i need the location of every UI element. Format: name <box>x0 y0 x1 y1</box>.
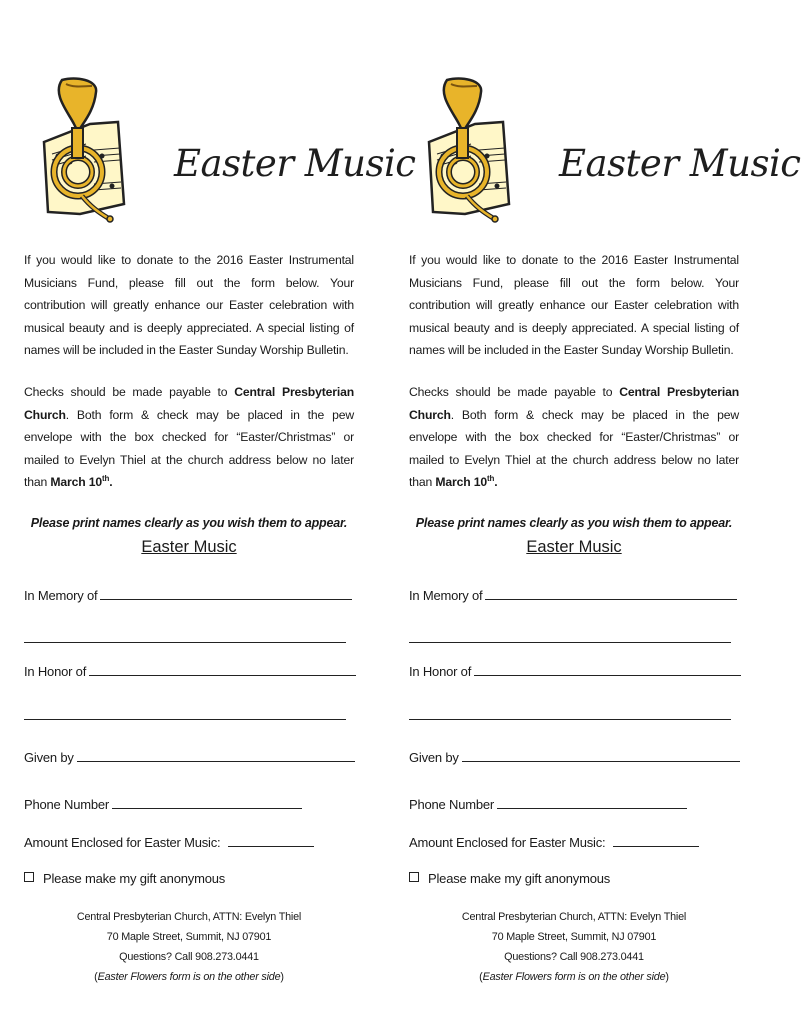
given-by-field[interactable] <box>24 749 355 765</box>
given-by-label: Given by <box>409 750 459 765</box>
in-honor-continuation-line[interactable] <box>409 718 731 720</box>
phone-line[interactable] <box>112 796 302 809</box>
deadline-date: March 10th. <box>435 474 498 489</box>
anonymous-checkbox[interactable] <box>24 872 34 882</box>
in-honor-line[interactable] <box>474 663 741 676</box>
in-memory-field[interactable] <box>409 587 737 603</box>
address-line-2: 70 Maple Street, Summit, NJ 07901 <box>491 931 657 943</box>
section-heading: Easter Music <box>141 538 237 556</box>
in-memory-field[interactable] <box>24 587 352 603</box>
in-honor-field[interactable] <box>409 663 741 679</box>
anonymous-checkbox[interactable] <box>409 872 419 882</box>
church-address <box>409 907 739 987</box>
address-line-2: 70 Maple Street, Summit, NJ 07901 <box>106 931 272 943</box>
amount-line[interactable] <box>228 834 314 847</box>
address-line-1: Central Presbyterian Church, ATTN: Evelyn Thiel <box>76 911 302 923</box>
form-title: Easter Music <box>559 142 801 185</box>
anonymous-label: Please make my gift anonymous <box>43 871 226 886</box>
questions-phone: Questions? Call 908.273.0441 <box>504 951 644 963</box>
questions-phone: Questions? Call 908.273.0441 <box>119 951 259 963</box>
given-by-label: Given by <box>24 750 74 765</box>
amount-label: Amount Enclosed for Easter Music: <box>24 835 221 850</box>
phone-label: Phone Number <box>409 797 495 812</box>
form-title: Easter Music <box>174 142 416 185</box>
in-honor-field[interactable] <box>24 663 356 679</box>
given-by-line[interactable] <box>77 749 355 762</box>
print-instruction: Please print names clearly as you wish them to appear. <box>30 516 348 530</box>
in-memory-label: In Memory of <box>409 588 483 603</box>
french-horn-icon <box>417 72 517 227</box>
anonymous-option[interactable] <box>24 871 225 886</box>
in-memory-line[interactable] <box>485 587 737 600</box>
payee-name: Central Presbyterian Church <box>24 385 354 422</box>
in-memory-continuation-line[interactable] <box>24 641 346 643</box>
print-instruction: Please print names clearly as you wish them to appear. <box>415 516 733 530</box>
anonymous-option[interactable] <box>409 871 610 886</box>
in-honor-label: In Honor of <box>24 664 87 679</box>
intro-paragraph: If you would like to donate to the 2016 Easter Instrumental Musicians Fund, please fill out the form below. Your contribution will greatly enhance our Easter celebration with musical beauty and is deeply appreciated. A special listing of names will be included in the Easter Sunday Worship Bulletin. <box>24 253 354 357</box>
amount-line[interactable] <box>613 834 699 847</box>
section-heading: Easter Music <box>526 538 622 556</box>
church-address <box>24 907 354 987</box>
checks-paragraph: Checks should be made payable to Central Presbyterian Church. Both form & check may be placed in the pew envelope with the box checked for “Easter/Christmas” or mailed to Evelyn Thiel at the church address below no later than March 10th. <box>409 385 739 489</box>
anonymous-label: Please make my gift anonymous <box>428 871 611 886</box>
phone-field[interactable] <box>24 796 302 812</box>
phone-field[interactable] <box>409 796 687 812</box>
other-side-note: (Easter Flowers form is on the other side) <box>94 971 284 983</box>
donation-form-right <box>409 0 801 1024</box>
intro-paragraph: If you would like to donate to the 2016 Easter Instrumental Musicians Fund, please fill out the form below. Your contribution will greatly enhance our Easter celebration with musical beauty and is deeply appreciated. A special listing of names will be included in the Easter Sunday Worship Bulletin. <box>409 253 739 357</box>
in-memory-line[interactable] <box>100 587 352 600</box>
checks-paragraph: Checks should be made payable to Central Presbyterian Church. Both form & check may be placed in the pew envelope with the box checked for “Easter/Christmas” or mailed to Evelyn Thiel at the church address below no later than March 10th. <box>24 385 354 489</box>
in-honor-continuation-line[interactable] <box>24 718 346 720</box>
in-memory-label: In Memory of <box>24 588 98 603</box>
phone-line[interactable] <box>497 796 687 809</box>
given-by-field[interactable] <box>409 749 740 765</box>
deadline-date: March 10th. <box>50 474 113 489</box>
in-memory-continuation-line[interactable] <box>409 641 731 643</box>
other-side-note: (Easter Flowers form is on the other side) <box>479 971 669 983</box>
donation-form-left <box>24 0 416 1024</box>
in-honor-label: In Honor of <box>409 664 472 679</box>
french-horn-icon <box>32 72 132 227</box>
phone-label: Phone Number <box>24 797 110 812</box>
given-by-line[interactable] <box>462 749 740 762</box>
address-line-1: Central Presbyterian Church, ATTN: Evelyn Thiel <box>461 911 687 923</box>
amount-field[interactable] <box>24 834 314 850</box>
amount-field[interactable] <box>409 834 699 850</box>
payee-name: Central Presbyterian Church <box>409 385 739 422</box>
in-honor-line[interactable] <box>89 663 356 676</box>
amount-label: Amount Enclosed for Easter Music: <box>409 835 606 850</box>
